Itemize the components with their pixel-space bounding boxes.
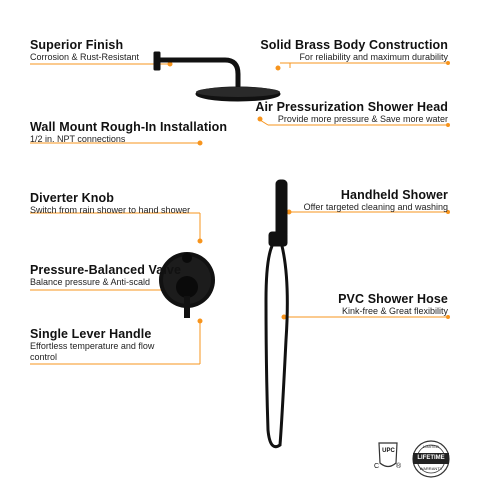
feature-hose [338,292,448,317]
feature-lever [30,327,154,363]
feature-title: Pressure-Balanced Valve [30,263,181,277]
feature-handheld [304,188,448,213]
feature-title: Air Pressurization Shower Head [255,100,448,114]
feature-title: Solid Brass Body Construction [260,38,448,52]
feature-desc: Offer targeted cleaning and washing [303,202,448,212]
feature-desc: 1/2 in. NPT connections [30,134,126,144]
feature-desc: Balance pressure & Anti-scald [30,277,151,287]
feature-wall-mount [30,120,227,145]
lifetime-badge-top: LIMITED [423,444,439,449]
lifetime-badge-main: LIFETIME [417,455,445,461]
feature-title: Diverter Knob [30,191,114,205]
feature-title: Handheld Shower [340,188,448,202]
feature-desc-line1: Effortless temperature and flow [30,341,155,351]
upc-badge-text: UPC [382,448,395,454]
feature-desc: Kink-free & Great flexibility [341,306,448,316]
feature-desc: For reliability and maximum durability [299,52,448,62]
feature-title: Wall Mount Rough-In Installation [30,120,228,134]
lifetime-badge-bottom: WARRANTY [419,466,443,471]
feature-desc: Provide more pressure & Save more water [277,114,448,124]
feature-desc-line2: control [30,352,58,362]
c-mark: C [374,463,380,470]
feature-superior-finish [30,38,139,63]
feature-desc: Switch from rain shower to hand shower [30,205,191,215]
feature-title: Superior Finish [30,38,124,52]
feature-diverter [30,191,190,216]
upc-badge-shape [379,443,397,467]
feature-title: Single Lever Handle [30,327,152,341]
registered-mark: ® [396,463,402,470]
feature-title: PVC Shower Hose [338,292,448,306]
feature-air-head [255,100,448,125]
handheld-assembly [266,180,287,447]
feature-pressure-valve [30,263,181,288]
feature-desc: Corrosion & Rust-Resistant [30,52,140,62]
feature-brass-body [260,38,448,63]
